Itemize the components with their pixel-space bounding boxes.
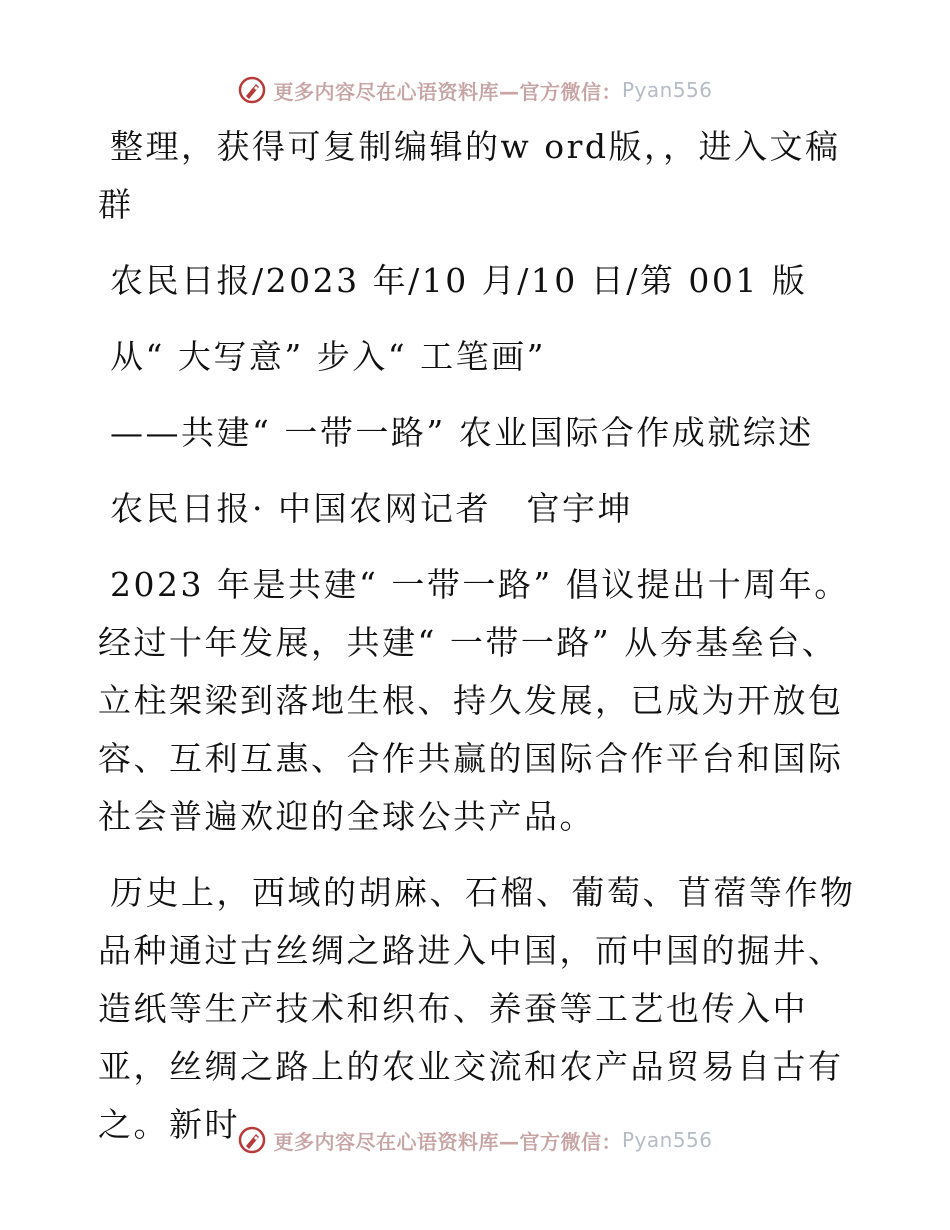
banner-text: 更多内容尽在心语资料库—官方微信： xyxy=(273,79,622,104)
article-subtitle: ——共建“ 一带一路” 农业国际合作成就综述 xyxy=(110,413,814,452)
body-paragraph: 2023 年是共建“ 一带一路” 倡议提出十周年。经过十年发展，共建“ 一带一路” 从夯基垒台、立柱架梁到落地生根、持久发展，已成为开放包容、互利互惠、合作共赢的国际合作平台和国际社会普遍欢迎的全球公共产品。 xyxy=(98,565,850,836)
header-watermark-banner xyxy=(0,70,950,110)
publication-info: 农民日报/2023 年/10 月/10 日/第 001 版 xyxy=(110,261,808,300)
article-byline: 农民日报· 中国农网记者 官宇坤 xyxy=(110,489,633,528)
pen-nib-logo-icon xyxy=(237,1125,267,1155)
document-body xyxy=(98,118,868,1172)
banner-text: 更多内容尽在心语资料库—官方微信： xyxy=(273,1129,622,1154)
article-title: 从“ 大写意” 步入“ 工笔画” xyxy=(110,337,546,376)
body-paragraph: 历史上，西域的胡麻、石榴、葡萄、苜蓿等作物品种通过古丝绸之路进入中国，而中国的掘井、造纸等生产技术和织布、养蚕等工艺也传入中亚，丝绸之路上的农业交流和农产品贸易自古有之。新时 xyxy=(98,873,856,1144)
intro-line: 整理，获得可复制编辑的w ord版，，进入文稿群 xyxy=(98,127,841,224)
pen-nib-logo-icon xyxy=(237,75,267,105)
footer-watermark-banner xyxy=(0,1120,950,1160)
banner-wechat-handle: Pyan556 xyxy=(621,1128,713,1152)
banner-wechat-handle: Pyan556 xyxy=(621,78,713,102)
